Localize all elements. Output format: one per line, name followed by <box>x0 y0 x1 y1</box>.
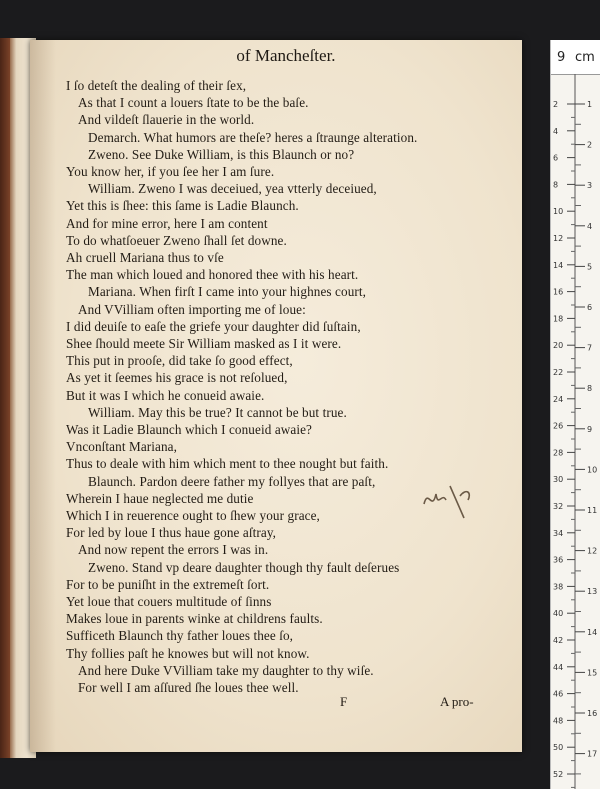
text-line: Wherein I haue neglected me dutie <box>66 490 254 506</box>
ruler-label-left: 38 <box>553 582 564 592</box>
measurement-ruler <box>550 40 600 789</box>
ruler-label-right: 1 <box>587 100 593 109</box>
text-line: Mariana. When firſt I came into your highnes court, <box>88 284 367 300</box>
ruler-label-right: 16 <box>587 709 598 718</box>
text-line: As yet it ſeemes his grace is not reſolued, <box>66 370 288 386</box>
ruler-label-right: 5 <box>587 262 593 272</box>
text-line: And now repent the errors I was in. <box>78 542 269 558</box>
ruler-label-right: 11 <box>587 506 598 515</box>
ruler-label-left: 24 <box>553 394 564 404</box>
ruler-label-left: 34 <box>553 528 564 538</box>
text-line: For led by loue I thus haue gone aſtray, <box>66 525 277 541</box>
ruler-label-left: 52 <box>553 770 564 779</box>
ruler-unit-in: 9 <box>557 50 566 65</box>
ruler-label-left: 42 <box>553 636 564 645</box>
ruler-label-right: 3 <box>587 181 593 191</box>
text-line: Thus to deale with him which ment to thee nought but faith. <box>66 456 389 472</box>
ruler-header <box>551 40 600 75</box>
ruler-label-left: 36 <box>553 555 564 565</box>
text-line: For well I am aſſured ſhe loues thee well. <box>78 680 299 695</box>
text-line: You know her, if you ſee her I am ſure. <box>66 164 275 179</box>
text-line: This put in prooſe, did take ſo good effect, <box>66 353 293 369</box>
text-line: William. May this be true? It cannot be but true. <box>88 404 347 420</box>
ruler-label-left: 46 <box>553 689 564 699</box>
ruler-label-left: 10 <box>553 207 564 217</box>
ruler-label-right: 12 <box>587 546 598 556</box>
text-line: Yet loue that couers multitude of ſinns <box>66 594 272 609</box>
ruler-label-left: 18 <box>553 314 564 324</box>
ruler-label-right: 8 <box>587 384 593 394</box>
text-line: To do whatſoeuer Zweno ſhall ſet downe. <box>66 232 287 248</box>
ruler-label-right: 13 <box>587 587 598 597</box>
text-line: Was it Ladie Blaunch which I conueid awaie? <box>66 422 313 437</box>
ruler-label-left: 44 <box>553 662 564 672</box>
text-line: For to be puniſht in the extremeſt ſort. <box>66 576 270 592</box>
ruler-label-left: 12 <box>553 234 564 243</box>
text-line: Shee ſhould meete Sir William masked as I it were. <box>66 336 342 351</box>
ruler-label-right: 4 <box>587 221 593 231</box>
text-line: And vildeſt ſlauerie in the world. <box>78 112 255 128</box>
text-line: But it was I which he conueid awaie. <box>66 387 265 403</box>
ruler-label-left: 8 <box>553 180 559 190</box>
ruler-label-left: 2 <box>553 100 559 109</box>
ruler-label-left: 28 <box>553 448 564 458</box>
ruler-label-left: 16 <box>553 287 564 297</box>
ruler-scale <box>551 74 600 789</box>
text-line: Vnconſtant Mariana, <box>66 439 178 455</box>
text-line: As that I count a louers ſtate to be the baſe. <box>78 95 309 111</box>
ruler-label-left: 50 <box>553 743 564 753</box>
ruler-label-left: 32 <box>553 502 564 511</box>
text-line: Demarch. What humors are theſe? heres a ſtraunge alteration. <box>88 129 418 145</box>
ruler-label-left: 30 <box>553 475 564 485</box>
text-line: Sufficeth Blaunch thy father loues thee ſo, <box>66 628 294 644</box>
text-line: Ah cruell Mariana thus to vſe <box>66 250 224 265</box>
running-header: of Mancheſter. <box>236 46 336 65</box>
book-page <box>30 40 522 752</box>
page-gutter <box>30 40 56 752</box>
ruler-label-left: 14 <box>553 260 564 270</box>
ruler-label-left: 4 <box>553 126 559 136</box>
ruler-label-right: 7 <box>587 343 593 353</box>
ruler-label-left: 48 <box>553 716 564 726</box>
ruler-label-right: 10 <box>587 465 598 475</box>
ruler-label-left: 22 <box>553 368 564 377</box>
text-line: I ſo deteſt the dealing of their ſex, <box>66 78 247 93</box>
ruler-label-right: 9 <box>587 424 593 434</box>
ruler-label-left: 6 <box>553 153 559 163</box>
text-line: William. Zweno I was deceiued, yea vtterly deceiued, <box>88 181 377 197</box>
handwritten-marginal-note <box>420 478 480 522</box>
text-line: Thy follies paſt he knowes but will not know. <box>66 645 310 661</box>
text-line: And for mine error, here I am content <box>66 215 268 231</box>
text-line: Makes loue in parents winke at childrens faults. <box>66 611 323 627</box>
ruler-label-right: 15 <box>587 668 598 678</box>
ruler-label-right: 14 <box>587 627 598 637</box>
ruler-label-left: 26 <box>553 421 564 431</box>
signature-mark: F <box>340 694 348 709</box>
text-line: And here Duke VVilliam take my daughter to thy wiſe. <box>78 662 374 678</box>
ruler-label-right: 2 <box>587 140 593 150</box>
ruler-label-left: 40 <box>553 609 564 619</box>
ruler-label-right: 17 <box>587 749 598 759</box>
ruler-label-right: 6 <box>587 303 593 312</box>
text-line: Yet this is ſhee: this ſame is Ladie Blaunch. <box>66 198 299 214</box>
text-line: I did deuiſe to eaſe the griefe your daughter did ſuſtain, <box>66 318 361 334</box>
text-line: Zweno. See Duke William, is this Blaunch or no? <box>88 146 355 162</box>
text-line: Which I in reuerence ought to ſhew your grace, <box>66 508 320 523</box>
catchword: A pro- <box>440 694 474 709</box>
text-line: Blaunch. Pardon deere father my follyes that are paſt, <box>88 473 376 489</box>
book-cover-edge <box>0 38 10 758</box>
text-line: And VVilliam often importing me of loue: <box>78 301 306 317</box>
text-line: Zweno. Stand vp deare daughter though thy fault deſerues <box>88 559 400 575</box>
text-line: The man which loued and honored thee with his heart. <box>66 267 359 283</box>
ruler-unit-cm: cm <box>575 50 595 65</box>
ruler-label-left: 20 <box>553 341 564 351</box>
